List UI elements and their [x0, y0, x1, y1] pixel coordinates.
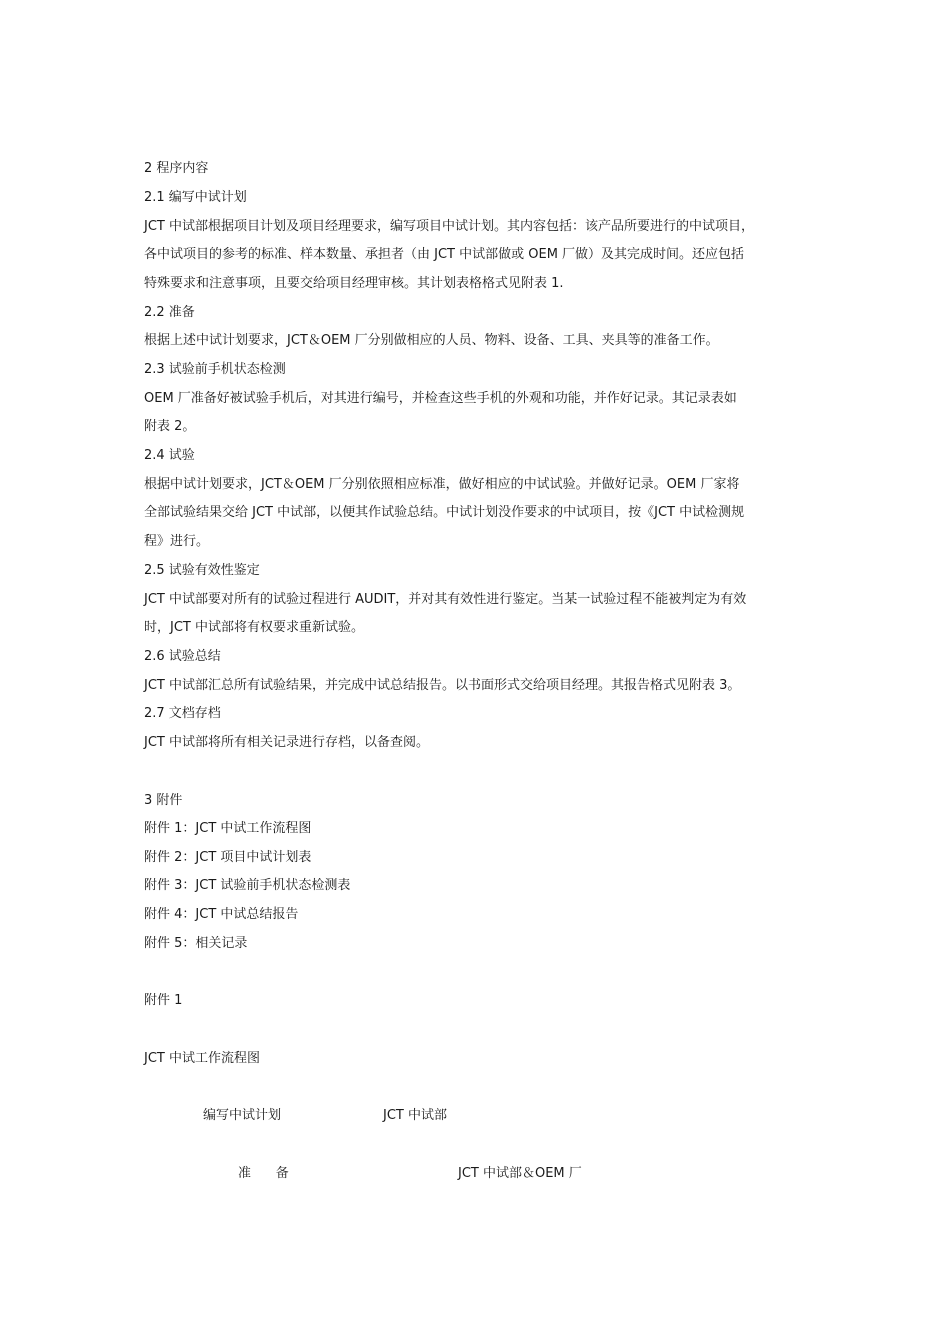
attachment-item: 附件 1：JCT 中试工作流程图 [144, 821, 312, 836]
flow-step-owner: JCT 中试部 [383, 1108, 447, 1123]
section-2-5-heading: 2.5 试验有效性鉴定 [144, 563, 260, 578]
section-2-3-paragraph-line: OEM 厂准备好被试验手机后，对其进行编号，并检查这些手机的外观和功能，并作好记录。其记录表如 [144, 391, 737, 406]
section-2-4-paragraph-line: 根据中试计划要求，JCT＆OEM 厂分别依照相应标准，做好相应的中试试验。并做好记录。OEM 厂家将 [144, 477, 740, 492]
flow-step-task: 准 备 [238, 1166, 289, 1181]
section-2-5-paragraph-line: JCT 中试部要对所有的试验过程进行 AUDIT，并对其有效性进行鉴定。当某一试验过程不能被判定为有效 [144, 592, 747, 607]
section-2-4-paragraph-line: 全部试验结果交给 JCT 中试部，以便其作试验总结。中试计划没作要求的中试项目，按《JCT 中试检测规 [144, 505, 745, 520]
section-2-4-paragraph-line: 程》进行。 [144, 534, 210, 549]
section-2-6-paragraph-line: JCT 中试部汇总所有试验结果，并完成中试总结报告。以书面形式交给项目经理。其报告格式见附表 3。 [144, 678, 741, 693]
flow-step-owner: JCT 中试部＆OEM 厂 [458, 1166, 582, 1181]
section-2-1-paragraph-line: 各中试项目的参考的标准、样本数量、承担者（由 JCT 中试部做或 OEM 厂做）及其完成时间。还应包括 [144, 247, 745, 262]
section-2-5-paragraph-line: 时，JCT 中试部将有权要求重新试验。 [144, 620, 364, 635]
section-2-heading: 2 程序内容 [144, 161, 209, 176]
section-2-1-heading: 2.1 编写中试计划 [144, 190, 247, 205]
attachment-item: 附件 4：JCT 中试总结报告 [144, 907, 299, 922]
section-2-7-paragraph-line: JCT 中试部将所有相关记录进行存档，以备查阅。 [144, 735, 429, 750]
attachment-item: 附件 2：JCT 项目中试计划表 [144, 850, 312, 865]
flow-step-task: 编写中试计划 [203, 1108, 282, 1123]
section-2-3-heading: 2.3 试验前手机状态检测 [144, 362, 286, 377]
section-2-7-heading: 2.7 文档存档 [144, 706, 221, 721]
section-2-2-heading: 2.2 准备 [144, 305, 195, 320]
section-2-6-heading: 2.6 试验总结 [144, 649, 221, 664]
section-3-heading: 3 附件 [144, 793, 183, 808]
appendix-label: 附件 1 [144, 993, 183, 1008]
section-2-1-paragraph-line: JCT 中试部根据项目计划及项目经理要求，编写项目中试计划。其内容包括：该产品所要进行的中试项目， [144, 219, 754, 234]
section-2-4-heading: 2.4 试验 [144, 448, 195, 463]
section-2-3-paragraph-line: 附表 2。 [144, 419, 196, 434]
appendix-title: JCT 中试工作流程图 [144, 1051, 260, 1066]
section-2-1-paragraph-line: 特殊要求和注意事项，且要交给项目经理审核。其计划表格格式见附表 1. [144, 276, 564, 291]
attachment-item: 附件 3：JCT 试验前手机状态检测表 [144, 878, 351, 893]
attachment-item: 附件 5：相关记录 [144, 936, 248, 951]
section-2-2-paragraph-line: 根据上述中试计划要求，JCT＆OEM 厂分别做相应的人员、物料、设备、工具、夹具等的准备工作。 [144, 333, 719, 348]
